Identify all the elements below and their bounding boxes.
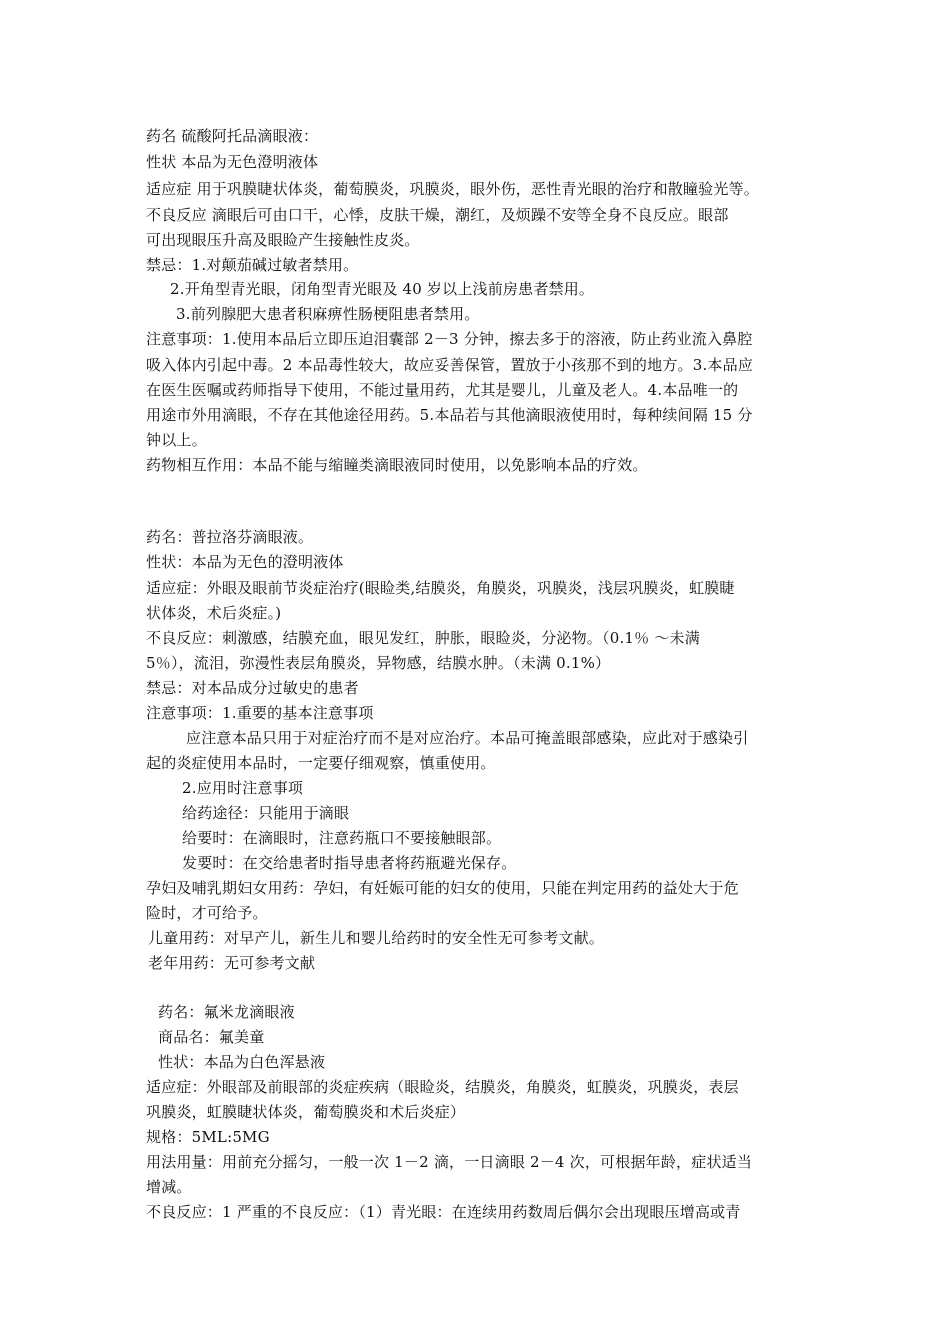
precaution-line: 在医生医嘱或药师指导下使用，不能过量用药，尤其是婴儿，儿童及老人。4.本品唯一的 (146, 381, 739, 399)
pediatric-use-line: 儿童用药：对早产儿，新生儿和婴儿给药时的安全性无可参考文献。 (148, 929, 605, 947)
adverse-reaction-line: 不良反应 滴眼后可由口干，心悸，皮肤干燥，潮红，及烦躁不安等全身不良反应。眼部 (146, 206, 729, 224)
appearance-line: 性状：本品为白色浑悬液 (158, 1053, 326, 1071)
drug-name-line: 药名：氟米龙滴眼液 (158, 1003, 295, 1021)
precaution-line: 注意事项：1.使用本品后立即压迫泪囊部 2－3 分钟，擦去多于的溶液，防止药业流入鼻腔 (146, 330, 753, 348)
contraindication-line: 3.前列腺肥大患者积麻痹性肠梗阻患者禁用。 (176, 305, 480, 323)
administration-line: 给药途径：只能用于滴眼 (182, 804, 350, 822)
indication-line: 适应症：外眼及眼前节炎症治疗(眼睑类,结膜炎，角膜炎，巩膜炎，浅层巩膜炎，虹膜睫 (146, 579, 735, 597)
appearance-line: 性状 本品为无色澄明液体 (146, 153, 319, 171)
adverse-reaction-line: 不良反应：刺激感，结膜充血，眼见发红，肿胀，眼睑炎，分泌物。（0.1％ ～未满 (146, 629, 700, 647)
contraindication-line: 禁忌：1.对颠茄碱过敏者禁用。 (146, 256, 359, 274)
drug-name-line: 药名 硫酸阿托品滴眼液： (146, 127, 319, 145)
geriatric-use-line: 老年用药：无可参考文献 (148, 954, 316, 972)
pregnancy-line: 险时，才可给予。 (146, 904, 268, 922)
administration-line: 发要时：在交给患者时指导患者将药瓶避光保存。 (182, 854, 517, 872)
precaution-line: 2.应用时注意事项 (182, 779, 304, 797)
indication-line: 巩膜炎，虹膜睫状体炎，葡萄膜炎和术后炎症） (146, 1103, 466, 1121)
precaution-line: 应注意本品只用于对症治疗而不是对应治疗。本品可掩盖眼部感染，应此对于感染引 (186, 729, 749, 747)
adverse-reaction-line: 不良反应：1 严重的不良反应：（1）青光眼：在连续用药数周后偶尔会出现眼压增高或青 (146, 1203, 741, 1221)
contraindication-line: 禁忌：对本品成分过敏史的患者 (146, 679, 359, 697)
precaution-line: 起的炎症使用本品时，一定要仔细观察，慎重使用。 (146, 754, 496, 772)
drug-interaction-line: 药物相互作用：本品不能与缩瞳类滴眼液同时使用，以免影响本品的疗效。 (146, 456, 648, 474)
indication-line: 适应症：外眼部及前眼部的炎症疾病（眼睑炎，结膜炎，角膜炎，虹膜炎，巩膜炎，表层 (146, 1078, 739, 1096)
dosage-line: 增减。 (146, 1178, 192, 1196)
precaution-line: 钟以上。 (146, 431, 207, 449)
drug-name-line: 药名：普拉洛芬滴眼液。 (146, 528, 314, 546)
appearance-line: 性状：本品为无色的澄明液体 (146, 553, 344, 571)
precaution-line: 用途市外用滴眼，不存在其他途径用药。5.本品若与其他滴眼液使用时，每种续间隔 15 分 (146, 406, 753, 424)
pregnancy-line: 孕妇及哺乳期妇女用药：孕妇，有妊娠可能的妇女的使用，只能在判定用药的益处大于危 (146, 879, 739, 897)
specification-line: 规格：5ML:5MG (146, 1128, 270, 1146)
adverse-reaction-line: 可出现眼压升高及眼睑产生接触性皮炎。 (146, 231, 420, 249)
precaution-line: 吸入体内引起中毒。2 本品毒性较大，故应妥善保管，置放于小孩那不到的地方。3.本品应 (146, 356, 754, 374)
adverse-reaction-line: 5％），流泪，弥漫性表层角膜炎，异物感，结膜水肿。（未满 0.1%） (146, 654, 611, 672)
administration-line: 给要时：在滴眼时，注意药瓶口不要接触眼部。 (182, 829, 502, 847)
indication-line: 状体炎，术后炎症。) (146, 604, 282, 622)
contraindication-line: 2.开角型青光眼，闭角型青光眼及 40 岁以上浅前房患者禁用。 (170, 280, 595, 298)
indication-line: 适应症 用于巩膜睫状体炎，葡萄膜炎，巩膜炎，眼外伤，恶性青光眼的治疗和散瞳验光等。 (146, 180, 759, 198)
precaution-line: 注意事项：1.重要的基本注意事项 (146, 704, 374, 722)
dosage-line: 用法用量：用前充分摇匀，一般一次 1－2 滴，一日滴眼 2－4 次，可根据年龄，症状适当 (146, 1153, 753, 1171)
brand-name-line: 商品名：氟美童 (158, 1028, 265, 1046)
